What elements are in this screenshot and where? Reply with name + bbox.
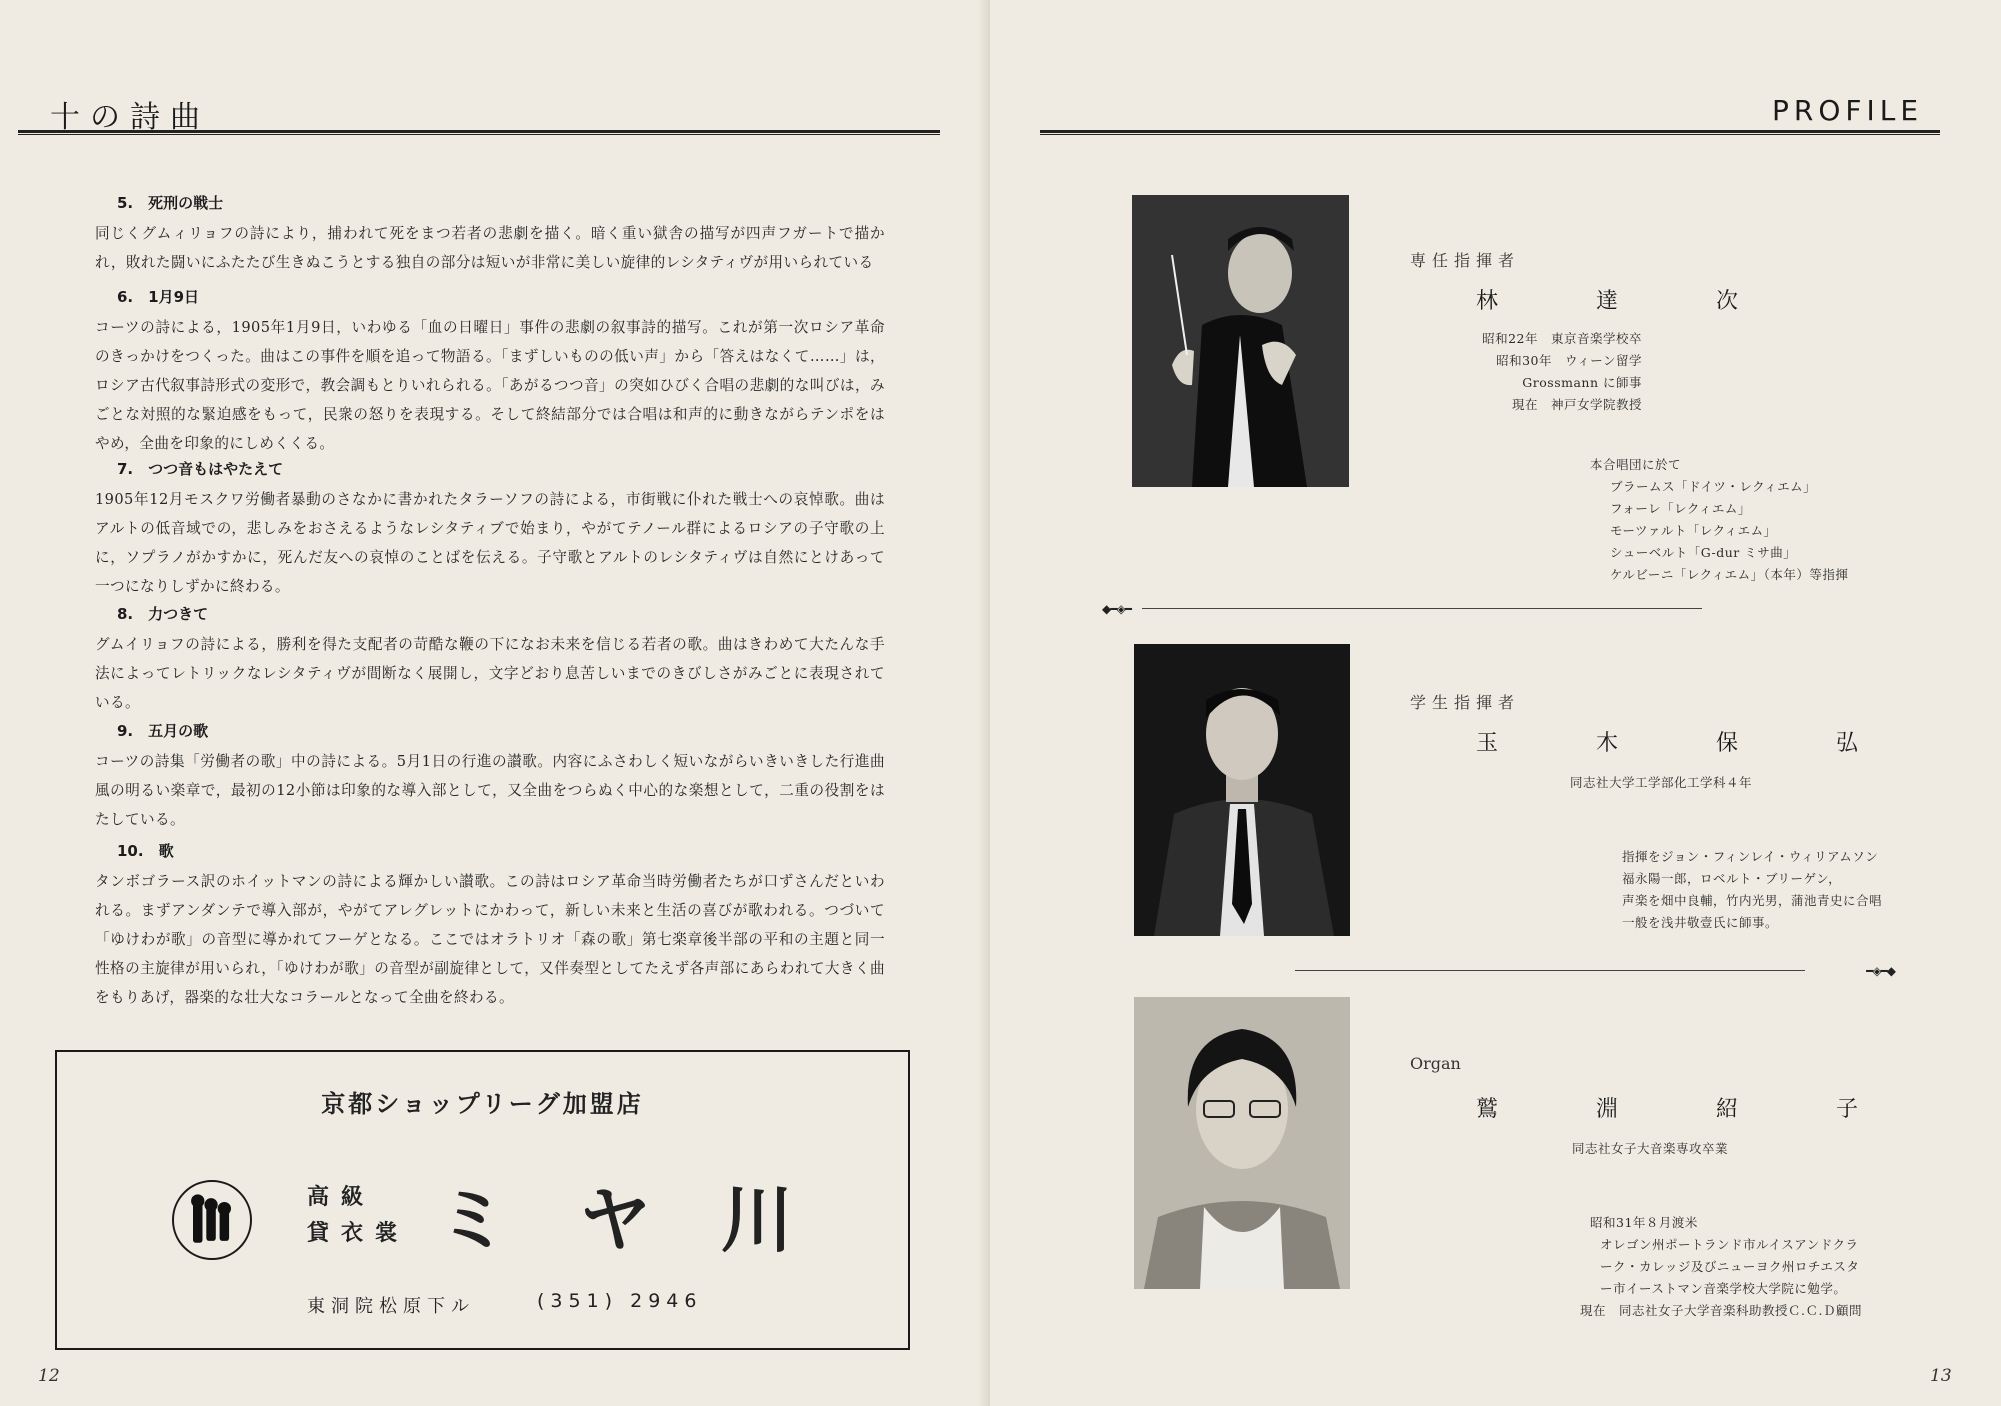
profile-bio: 同志社女子大音楽専攻卒業 — [1572, 1141, 1729, 1156]
section-7 — [95, 458, 885, 601]
left-page — [0, 0, 990, 1406]
role-label: 学生指揮者 — [1410, 693, 1521, 712]
section-9 — [95, 720, 885, 834]
student-conductor-photo — [1134, 644, 1350, 936]
person-name: 鷲 淵 紹 子 — [1476, 1097, 1897, 1122]
right-page-header: PROFILE — [1772, 94, 1924, 127]
ornamental-divider — [1102, 602, 1702, 616]
right-page — [990, 0, 2001, 1406]
section-body: コーツの詩集「労働者の歌」中の詩による。5月1日の行進の讃歌。内容にふさわしく短いながらいきいきした行進曲風の明るい楽章で，最初の12小節は印象的な導入部として，又全曲をつらぬく中心的な楽想として，二重の役割をはたしている。 — [95, 753, 885, 828]
section-5 — [95, 192, 885, 277]
role-label: Organ — [1410, 1054, 1461, 1073]
section-heading: 6. 1月9日 — [117, 288, 200, 306]
section-body: グムイリョフの詩による，勝利を得た支配者の苛酷な鞭の下になお未来を信じる若者の歌。曲はきわめて大たんな手法によってレトリックなレシタティヴが間断なく展開し，文字どおり息苦しいまでのきびしさがみごとに表現されている。 — [95, 636, 885, 711]
section-heading: 9. 五月の歌 — [117, 722, 209, 740]
page-number-left: 12 — [38, 1366, 60, 1386]
advertisement — [55, 1050, 910, 1350]
ad-category-line2: 貸衣裳 — [307, 1221, 410, 1246]
person-name: 林 達 次 — [1476, 289, 1777, 314]
conductor-photo — [1132, 195, 1349, 487]
right-header-rule — [1040, 130, 1940, 135]
section-heading: 10. 歌 — [117, 842, 174, 860]
organist-photo — [1134, 997, 1350, 1289]
ornament-icon: ━◈━◆ — [1866, 964, 1895, 978]
profile-bio-list: 指揮をジョン・フィンレイ・ウィリアムソン 福永陽一郎，ロベルト・ブリーゲン， 声楽を畑中良輔，竹内光男，蒲池青史に合唱 一般を浅井敬壹氏に師事。 — [1622, 849, 1883, 930]
role-label: 専任指揮者 — [1410, 251, 1521, 270]
section-body: コーツの詩による，1905年1月9日，いわゆる「血の日曜日」事件の悲劇の叙事詩的描写。これが第一次ロシア革命のきっかけをつくった。曲はこの事件を順を追って物語る。「まずしいものの低い声」から「答えはなくて……」は，ロシア古代叙事詩形式の変形で，教会調もとりいれられる。「あがるつつ音」の突如ひびく合唱の悲劇的な叫びは，みごとな対照的な緊迫感をもって，民衆の怒りを表現する。そして終結部分では合唱は和声的に動きながらテンポをはやめ，全曲を印象的にしめくくる。 — [95, 319, 885, 452]
ad-category — [307, 1180, 409, 1252]
shop-name: ミヤ川 — [437, 1178, 864, 1262]
profile-bio-list: 本合唱団に於て ブラームス「ドイツ・レクィエム」 フォーレ「レクィエム」 モーツァルト「レクィエム」 シューベルト「G-dur ミサ曲」 ケルビーニ「レクィエム」（本年）等指揮 — [1590, 457, 1849, 582]
shop-phone: (351) 2946 — [537, 1290, 703, 1312]
section-heading: 8. 力つきて — [117, 605, 209, 623]
profile-bio-list: 昭和31年８月渡米 オレゴン州ポートランド市ルイスアンドクラ ーク・カレッジ及びニューヨク州ロチエスタ ー市イーストマン音楽学校大学院に勉学。 現在 同志社女子大学音楽科助教授Ｃ.Ｃ.Ｄ顧問 — [1580, 1215, 1862, 1318]
profile-bio: 同志社大学工学部化工学科４年 — [1570, 775, 1753, 790]
page-number-right: 13 — [1930, 1366, 1952, 1386]
section-body: 同じくグムィリョフの詩により，捕われて死をまつ若者の悲劇を描く。暗く重い獄舎の描写が四声フガートで描かれ，敗れた闘いにふたたび生きぬこうとする独自の部分は短いが非常に美しい旋律的レシタティヴが用いられている — [95, 225, 885, 271]
ad-category-line1: 高級 — [307, 1185, 376, 1210]
shop-address: 東洞院松原下ル — [307, 1296, 475, 1317]
section-heading: 5. 死刑の戦士 — [117, 194, 224, 212]
section-10 — [95, 840, 885, 1012]
section-heading: 7. つつ音もはやたえて — [117, 460, 284, 478]
ad-title: 京都ショップリーグ加盟店 — [321, 1090, 644, 1118]
person-name: 玉 木 保 弘 — [1476, 731, 1897, 756]
left-page-header: 十の詩曲 — [50, 100, 210, 135]
section-body: タンボゴラース訳のホイットマンの詩による輝かしい讃歌。この詩はロシア革命当時労働者たちが口ずさんだといわれる。まずアンダンテで導入部が，やがてアレグレットにかわって，新しい未来と生活の喜びが歌われる。つづいて「ゆけわが歌」の音型に導かれてフーゲとなる。ここではオラトリオ「森の歌」第七楽章後半部の平和の主題と同一性格の主旋律が用いられ，「ゆけわが歌」の音型が副旋律として，又伴奏型としてたえず各声部にあらわれて大きく曲をもりあげ，器楽的な壮大なコラールとなって全曲を終わる。 — [95, 873, 885, 1006]
section-8 — [95, 603, 885, 717]
section-6 — [95, 286, 885, 458]
ornament-icon: ◆━◈━ — [1102, 602, 1131, 616]
ornamental-divider — [1295, 964, 1895, 978]
profile-bio: 昭和22年 東京音楽学校卒 昭和30年 ウィーン留学 Grossmann に師事 現在 神戸女学院教授 — [1482, 331, 1642, 412]
left-header-rule — [18, 130, 940, 135]
shop-logo-icon — [172, 1180, 252, 1260]
section-body: 1905年12月モスクワ労働者暴動のさなかに書かれたタラーソフの詩による，市街戦に仆れた戦士への哀悼歌。曲はアルトの低音域での，悲しみをおさえるようなレシタティブで始まり，やがてテノール群によるロシアの子守歌の上に，ソプラノがかすかに，死んだ友への哀悼のことばを伝える。子守歌とアルトのレシタティヴは自然にとけあって一つになりしずかに終わる。 — [95, 491, 885, 595]
